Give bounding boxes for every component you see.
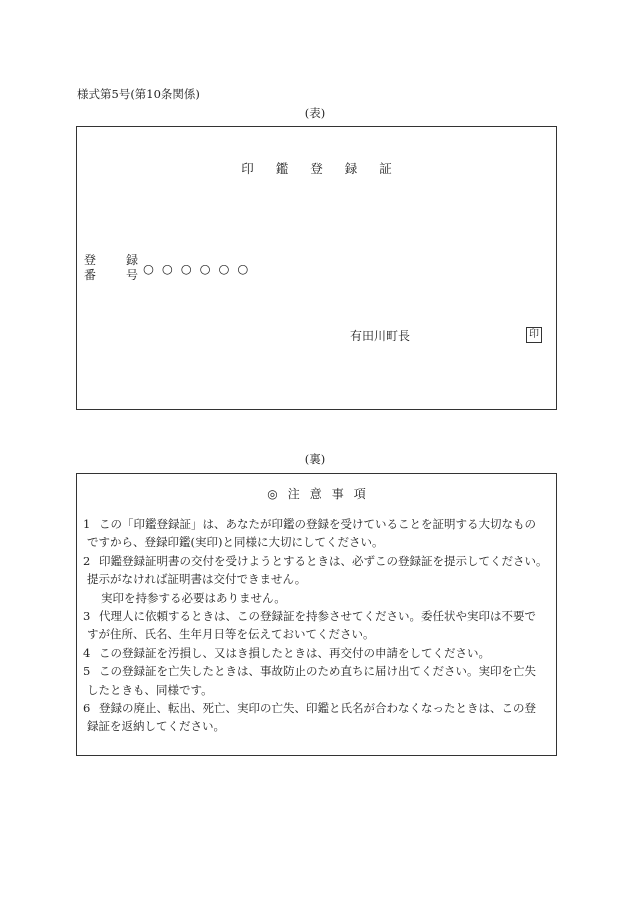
note-number: 3 [83,609,91,624]
note-text: この「印鑑登録証」は、あなたが印鑑の登録を受けていることを証明する大切なもの [99,517,536,531]
note-text: この登録証を亡失したときは、事故防止のため直ちに届け出てください。実印を亡失 [99,664,536,679]
note-text-continued: すが住所、氏名、生年月日等を伝えておいてください。 [87,627,375,642]
notes-title-char: 意 [309,487,322,501]
note-item [83,515,553,552]
note-item [83,662,553,699]
notes-title-char: 注 [287,487,300,501]
note-text: 印鑑登録証明書の交付を受けようとするときは、必ずこの登録証を提示してください。 [99,553,548,568]
reg-label-char: 録 [125,253,138,267]
note-item [83,644,553,662]
note-text: 代理人に依頼するときは、この登録証を持参させてください。委任状や実印は不要で [99,609,536,624]
note-subtext: 実印を持参する必要はありません。 [101,590,286,605]
title-char: 印 [241,161,254,176]
form-number: 様式第5号(第10条関係) [77,87,200,101]
back-card [76,473,557,756]
title-char: 鑑 [275,161,289,176]
notes-list [83,515,553,736]
note-text-continued: 提示がなければ証明書は交付できません。 [87,572,307,587]
notes-title-char: ◎ [267,487,278,501]
registration-number-label [84,253,138,283]
note-text: 登録の廃止、転出、死亡、実印の亡失、印鑑と氏名が合わなくなったときは、この登 [99,701,536,716]
note-item [83,699,553,736]
issuer-name: 有田川町長 [350,329,411,343]
seal-mark: 印 [526,327,542,343]
certificate-title [77,159,556,177]
notes-title-char: 事 [331,487,344,501]
note-number: 2 [83,553,91,568]
notes-title-char: 項 [353,487,366,501]
reg-label-char: 号 [125,268,138,282]
title-char: 録 [344,161,358,176]
note-number: 1 [83,517,91,531]
title-char: 登 [310,161,323,176]
note-item [83,607,553,644]
note-number: 6 [83,701,91,716]
note-number: 4 [83,645,91,660]
title-char: 証 [379,161,392,176]
registration-number-value: ○ ○ ○ ○ ○ ○ [143,261,251,276]
note-text-continued: 録証を返納してください。 [87,719,225,734]
reg-label-char: 登 [84,253,97,267]
notes-title [77,485,556,502]
reg-label-char: 番 [84,268,97,282]
front-side-label: (表) [304,106,326,120]
note-item [83,552,553,607]
note-text-continued: したときも、同様です。 [87,682,213,697]
note-text: この登録証を汚損し、又はき損したときは、再交付の申請をしてください。 [99,645,490,660]
front-card [76,126,557,410]
note-number: 5 [83,664,91,679]
note-text-continued: ですから、登録印鑑(実印)と同様に大切にしてください。 [87,535,384,550]
back-side-label: (裏) [304,452,326,466]
